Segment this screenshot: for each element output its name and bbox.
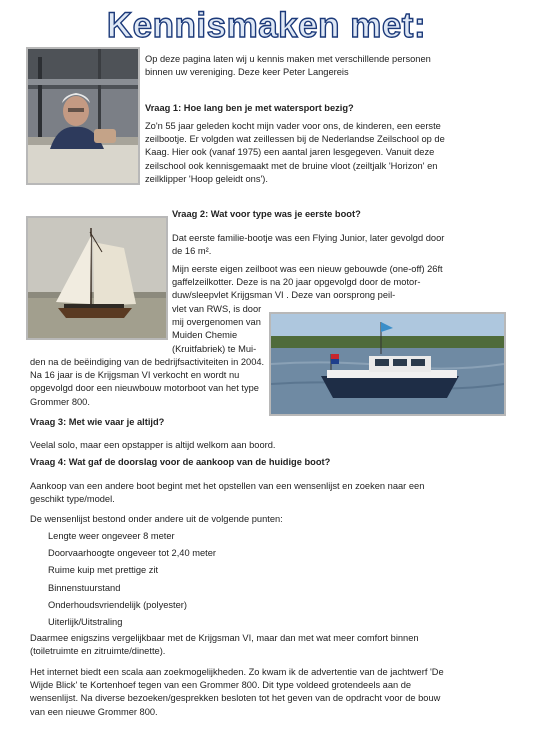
answer-4-part-3: Daarmee enigszins vergelijkbaar met de Krijgsman VI, maar dan met wat meer comfort binnen (toiletruimte en zitruimte/dinette). [30,633,419,657]
answer-4-part-1: Aankoop van een andere boot begint met het opstellen van een wensenlijst en zoeken naar een geschikt type/model. [30,481,425,505]
question-1: Vraag 1: Hoe lang ben je met watersport bezig? [145,103,354,113]
motorboat-photo [269,312,506,416]
answer-3: Veelal solo, maar een opstapper is altijd welkom aan boord. [30,440,276,450]
answer-4-part-2: De wensenlijst bestond onder andere uit de volgende punten: [30,514,283,524]
answer-2-part-1: Dat eerste familie-bootje was een Flying Junior, later gevolgd door de 16 m². [172,233,445,257]
answer-2-part-2a: Mijn eerste eigen zeilboot was een nieuw gebouwde (one-off) 26ft gaffelzeilkotter. Deze is na 20 jaar opgevolgd door de motor-duw/sleepvlet Krijgsman VI . Deze van oorsprong peil- [172,264,443,301]
wishlist-item: Binnenstuurstand [48,583,121,593]
sailboat-photo [26,216,168,340]
question-3: Vraag 3: Met wie vaar je altijd? [30,417,165,427]
wishlist-item: Ruime kuip met prettige zit [48,565,159,575]
answer-4-part-4: Het internet biedt een scala aan zoekmogelijkheden. Zo kwam ik de advertentie van de jachtwerf 'De Wijde Blick' te Kortenhoef tegen van een Grommer 800. Dit type voldeed grotendeels aan de wensenlijst. Na diverse bezoeken/gesprekken besloten tot het geven van de opdracht voor de bouw van een nieuwe Grommer 800. [30,667,444,717]
intro-text: Op deze pagina laten wij u kennis maken met verschillende personen binnen uw vereniging. Deze keer Peter Langereis [145,54,431,78]
question-4: Vraag 4: Wat gaf de doorslag voor de aankoop van de huidige boot? [30,457,331,467]
answer-2-part-2c: den na de beëindiging van de bedrijfsactiviteiten in 2004. Na 16 jaar is de Krijgsman VI verkocht en wordt nu opgevolgd door een nieuwbouw motorboot van het type Grommer 800. [30,357,265,407]
page-title: Kennismaken met: [106,6,427,45]
wishlist-item: Uiterlijk/Uitstraling [48,617,123,627]
sailboat-image [28,218,166,338]
portrait-photo [26,47,140,185]
wishlist-item: Onderhoudsvriendelijk (polyester) [48,600,188,610]
wishlist-item: Lengte weer ongeveer 8 meter [48,531,175,541]
question-2: Vraag 2: Wat voor type was je eerste boot? [172,209,361,219]
wishlist-item: Doorvaarhoogte ongeveer tot 2,40 meter [48,548,216,558]
answer-1: Zo'n 55 jaar geleden kocht mijn vader voor ons, de kinderen, een eerste zeilbootje. Er volgden wat zeillessen bij de Nederlandse Zeilschool op de Kaag. Hier ook (vanaf 1975) een aantal jaren lesgegeven. Vanuit deze zeilschool ook kennisgemaakt met de bruine vloot (zeiltjalk 'Horizon' en zeilklipper 'Hoop geleidt ons'). [145,121,445,184]
answer-2-part-2b: vlet van RWS, is door mij overgenomen van Muiden Chemie (Kruitfabriek) te Mui- [172,304,262,354]
motorboat-image [271,314,504,414]
portrait-image [28,49,138,183]
